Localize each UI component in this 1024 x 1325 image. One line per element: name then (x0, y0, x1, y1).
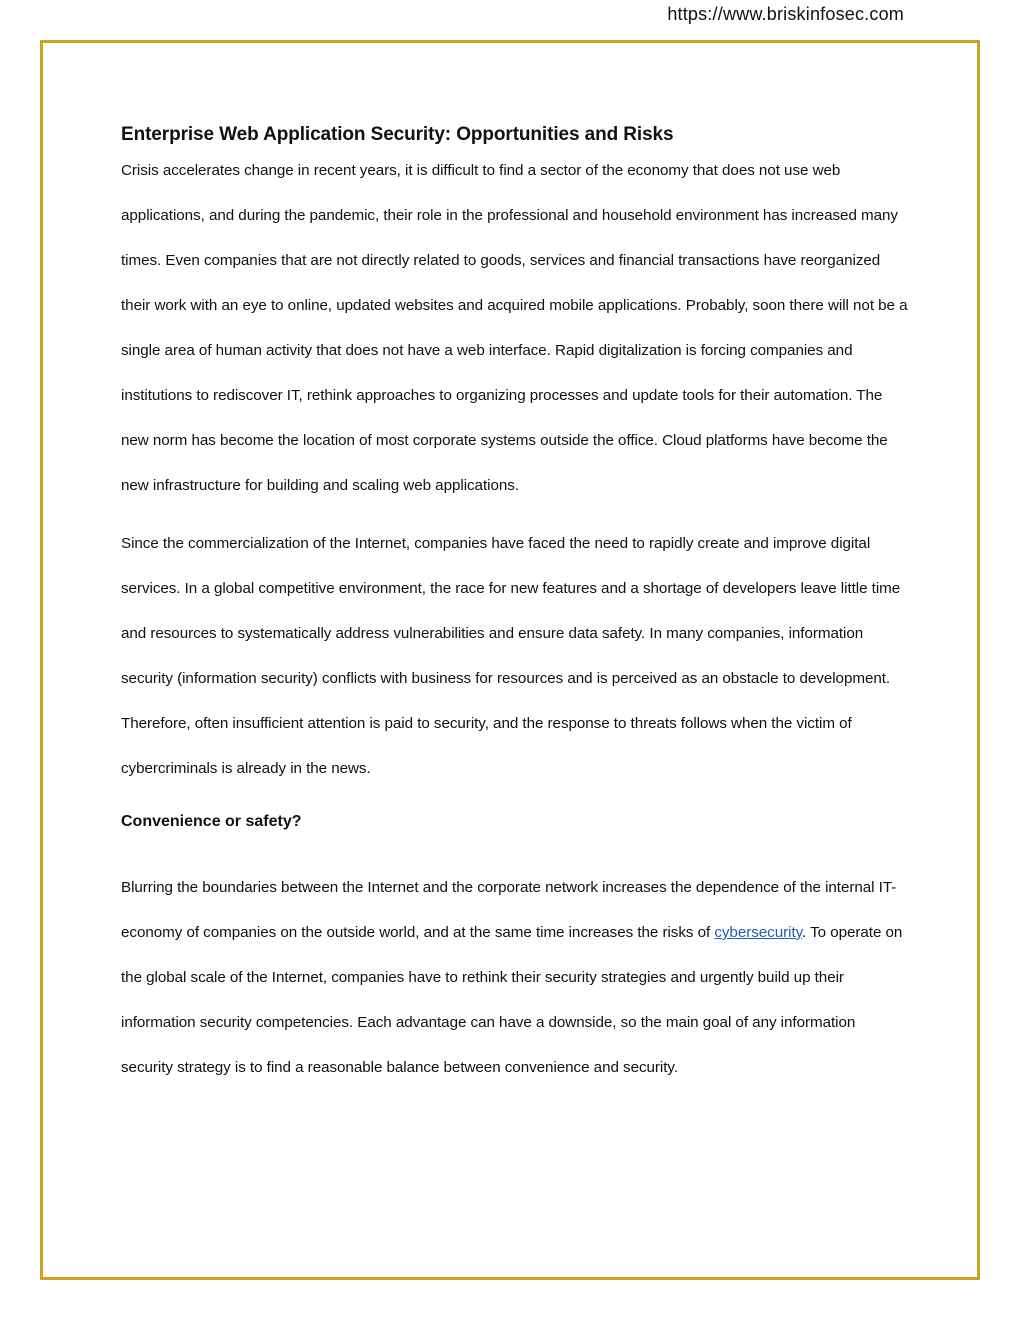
paragraph-3-text-after-link: . To operate on the global scale of the Internet, companies have to rethink their security strategies and urgently build up their information security competencies. Each advantage can have a downside, so the main goal of any information security strategy is to find a reasonable balance between convenience and security. (121, 924, 903, 1076)
paragraph-3 (121, 865, 911, 1090)
paragraph-1: Crisis accelerates change in recent years, it is difficult to find a sector of the economy that does not use web applications, and during the pandemic, their role in the professional and household environment has increased many times. Even companies that are not directly related to goods, services and financial transactions have reorganized their work with an eye to online, updated websites and acquired mobile applications. Probably, soon there will not be a single area of human activity that does not have a web interface. Rapid digitalization is forcing companies and institutions to rediscover IT, rethink approaches to organizing processes and update tools for their automation. The new norm has become the location of most corporate systems outside the office. Cloud platforms have become the new infrastructure for building and scaling web applications. (121, 162, 908, 494)
paragraph-2: Since the commercialization of the Internet, companies have faced the need to rapidly create and improve digital services. In a global competitive environment, the race for new features and a shortage of developers leave little time and resources to systematically address vulnerabilities and ensure data safety. In many companies, information security (information security) conflicts with business for resources and is perceived as an obstacle to development. Therefore, often insufficient attention is paid to security, and the response to threats follows when the victim of cybercriminals is already in the news. (121, 535, 901, 777)
article-title: Enterprise Web Application Security: Opportunities and Risks (121, 124, 674, 145)
section-heading: Convenience or safety? (121, 813, 302, 830)
paragraph-3-text-before-link: Blurring the boundaries between the Internet and the corporate network increases the dependence of the internal IT-economy of companies on the outside world, and at the same time increases the risks of (121, 879, 897, 941)
header-url[interactable]: https://www.briskinfosec.com (667, 4, 904, 24)
cybersecurity-link[interactable]: cybersecurity (714, 924, 803, 941)
article-content (121, 118, 911, 1090)
